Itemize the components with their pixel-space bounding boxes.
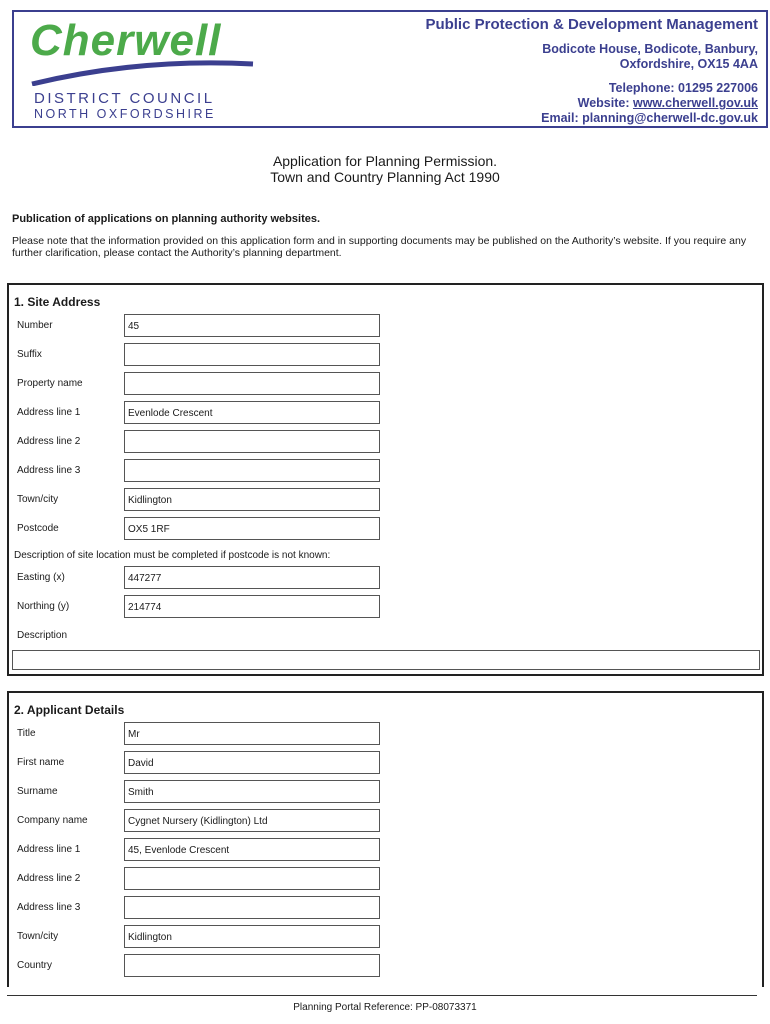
field-label: Description (17, 630, 68, 641)
property-name-field[interactable] (124, 372, 380, 395)
northing-field[interactable]: 214774 (124, 595, 380, 618)
address-line-3-field[interactable] (124, 896, 380, 919)
website-line (425, 96, 758, 111)
address-line-1-field[interactable]: 45, Evenlode Crescent (124, 838, 380, 861)
field-label: Number (17, 320, 53, 331)
website-label: Website: (577, 96, 633, 110)
suffix-field[interactable] (124, 343, 380, 366)
field-label: Address line 3 (17, 465, 81, 476)
address-line-2-field[interactable] (124, 430, 380, 453)
first-name-field[interactable]: David (124, 751, 380, 774)
field-label: Title (17, 728, 36, 739)
field-label: Easting (x) (17, 572, 65, 583)
field-label: Suffix (17, 349, 42, 360)
surname-field[interactable]: Smith (124, 780, 380, 803)
logo-subtitle-council: DISTRICT COUNCIL (34, 90, 215, 107)
location-note: Description of site location must be completed if postcode is not known: (14, 550, 331, 561)
site-address-section (7, 283, 764, 676)
field-label: First name (17, 757, 65, 768)
field-label: Northing (y) (17, 601, 70, 612)
field-label: Town/city (17, 931, 59, 942)
email-line[interactable]: Email: planning@cherwell-dc.gov.uk (541, 111, 758, 125)
publication-note: Please note that the information provided on this application form and in supporting documents may be published on the Authority’s website. If you require any further clarification, please contact the Authority’s planning department. (12, 235, 747, 259)
town-field[interactable]: Kidlington (124, 488, 380, 511)
country-field[interactable] (124, 954, 380, 977)
publication-heading: Publication of applications on planning authority websites. (12, 213, 321, 225)
section-title: 2. Applicant Details (14, 703, 125, 717)
number-field[interactable]: 45 (124, 314, 380, 337)
footer-divider (7, 995, 757, 996)
telephone: Telephone: 01295 227006 (608, 81, 758, 95)
field-label: Address line 1 (17, 407, 81, 418)
council-logo-wordmark: Cherwell (30, 16, 222, 65)
document-title (0, 153, 770, 185)
document-title-line-1: Application for Planning Permission. (272, 153, 498, 169)
address-line-2-field[interactable] (124, 867, 380, 890)
field-label: Address line 1 (17, 844, 81, 855)
company-name-field[interactable]: Cygnet Nursery (Kidlington) Ltd (124, 809, 380, 832)
postcode-field[interactable]: OX5 1RF (124, 517, 380, 540)
easting-field[interactable]: 447277 (124, 566, 380, 589)
field-label: Address line 2 (17, 873, 81, 884)
address-line-1: Bodicote House, Bodicote, Banbury, (542, 42, 758, 56)
section-title: 1. Site Address (14, 295, 101, 309)
field-label: Postcode (17, 523, 59, 534)
logo-subtitle-region: NORTH OXFORDSHIRE (34, 107, 216, 121)
address-line-3-field[interactable] (124, 459, 380, 482)
address-line-2: Oxfordshire, OX15 4AA (619, 57, 758, 71)
field-label: Company name (17, 815, 88, 826)
field-label: Address line 2 (17, 436, 81, 447)
portal-reference: Planning Portal Reference: PP-08073371 (293, 1002, 477, 1013)
field-label: Surname (17, 786, 58, 797)
field-label: Property name (17, 378, 83, 389)
applicant-details-section (7, 691, 764, 987)
contact-block (425, 16, 758, 126)
title-field[interactable]: Mr (124, 722, 380, 745)
field-label: Town/city (17, 494, 59, 505)
logo-swoosh-icon (30, 56, 255, 86)
letterhead (12, 10, 768, 128)
field-label: Country (17, 960, 53, 971)
field-label: Address line 3 (17, 902, 81, 913)
department-title: Public Protection & Development Management (425, 16, 758, 33)
description-field[interactable] (12, 650, 760, 670)
town-field[interactable]: Kidlington (124, 925, 380, 948)
address-line-1-field[interactable]: Evenlode Crescent (124, 401, 380, 424)
document-title-line-2: Town and Country Planning Act 1990 (270, 169, 500, 185)
website-link[interactable]: www.cherwell.gov.uk (632, 96, 758, 110)
